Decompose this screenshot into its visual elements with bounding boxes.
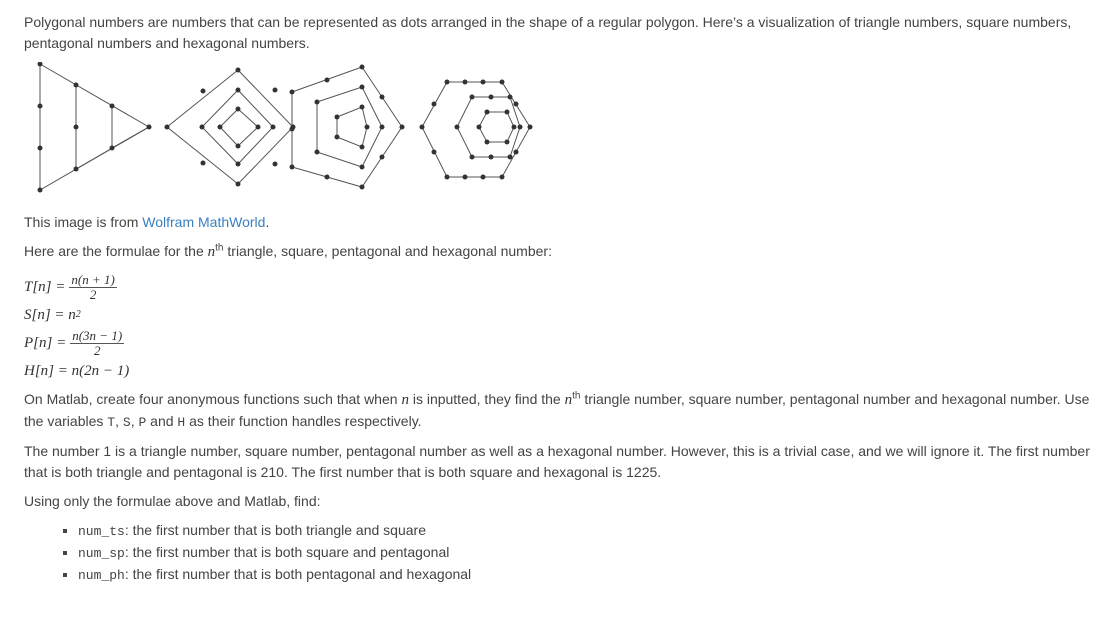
triangle-fraction	[69, 273, 116, 302]
pentagonal-numerator: n(3n − 1)	[72, 327, 123, 343]
pentagonal-formula	[24, 327, 1090, 359]
list-item	[78, 542, 1090, 564]
pentagonal-fraction	[70, 329, 124, 358]
task-after: triangle number, square number, pentagonal number and hexagonal number. Use the variables	[24, 391, 1090, 429]
formulae-intro-after: triangle, square, pentagonal and hexagonal number:	[223, 243, 552, 259]
task-end: as their function handles respectively.	[185, 413, 422, 429]
intro-paragraph: Polygonal numbers are numbers that can be represented as dots arranged in the shape of a regular polygon. Here’s a visualization of triangle numbers, square numbers, pentagonal numbers and hexagonal numbers.	[24, 14, 1072, 51]
var-t: T	[107, 415, 116, 430]
formula-list	[24, 271, 1090, 383]
sep-b: ,	[130, 413, 139, 429]
triangle-denominator: 2	[89, 286, 97, 302]
task-mid: is inputted, they find the	[408, 391, 565, 407]
pentagonal-denominator: 2	[93, 342, 101, 358]
list-item	[78, 564, 1090, 586]
sep-a: ,	[115, 413, 123, 429]
formulae-intro	[24, 241, 1090, 263]
var-p: P	[138, 415, 147, 430]
trivial-case-paragraph: The number 1 is a triangle number, square number, pentagonal number as well as a hexagonal number. However, this is a trivial case, and we will ignore it. The first number that is both triangle and pentagonal is 210. The first number that is both square and hexagonal is 1225.	[24, 443, 1090, 480]
sep-c: and	[146, 413, 178, 429]
task-text: : the first number that is both triangle and square	[124, 522, 426, 538]
task-text: : the first number that is both square and pentagonal	[124, 544, 450, 560]
hexagonal-formula-lhs: H[n] = n(2n − 1)	[24, 362, 130, 379]
var-s: S	[122, 415, 131, 430]
task-code: num_ph	[78, 568, 125, 583]
square-formula-lhs: S[n] = n	[24, 306, 76, 323]
source-prefix: This image is from	[24, 214, 143, 230]
task-code: num_ts	[78, 524, 125, 539]
polygonal-numbers-figure	[32, 62, 552, 202]
n-variable-3: n	[564, 392, 573, 408]
task-code: num_sp	[78, 546, 125, 561]
th-superscript-2: th	[572, 390, 581, 402]
task-list	[24, 520, 1090, 586]
image-source	[24, 212, 1090, 233]
find-intro: Using only the formulae above and Matlab, find:	[24, 493, 321, 509]
th-superscript: th	[215, 242, 224, 254]
triangle-formula-lhs: T[n] =	[24, 278, 66, 295]
triangle-formula	[24, 271, 1090, 303]
task-paragraph	[24, 389, 1090, 433]
triangle-numerator: n(n + 1)	[71, 271, 115, 287]
list-item	[78, 520, 1090, 542]
task-before: On Matlab, create four anonymous functions such that when	[24, 391, 402, 407]
source-suffix: .	[265, 214, 270, 230]
hexagonal-formula	[24, 359, 1090, 383]
formulae-intro-before: Here are the formulae for the	[24, 243, 208, 259]
n-variable-2: n	[401, 392, 409, 408]
var-h: H	[177, 415, 186, 430]
n-variable: n	[207, 244, 216, 260]
pentagonal-formula-lhs: P[n] =	[24, 334, 67, 351]
task-text: : the first number that is both pentagonal and hexagonal	[124, 566, 472, 582]
wolfram-mathworld-link[interactable]: Wolfram MathWorld	[142, 214, 266, 230]
square-formula: S[n] = n 2	[24, 306, 81, 323]
